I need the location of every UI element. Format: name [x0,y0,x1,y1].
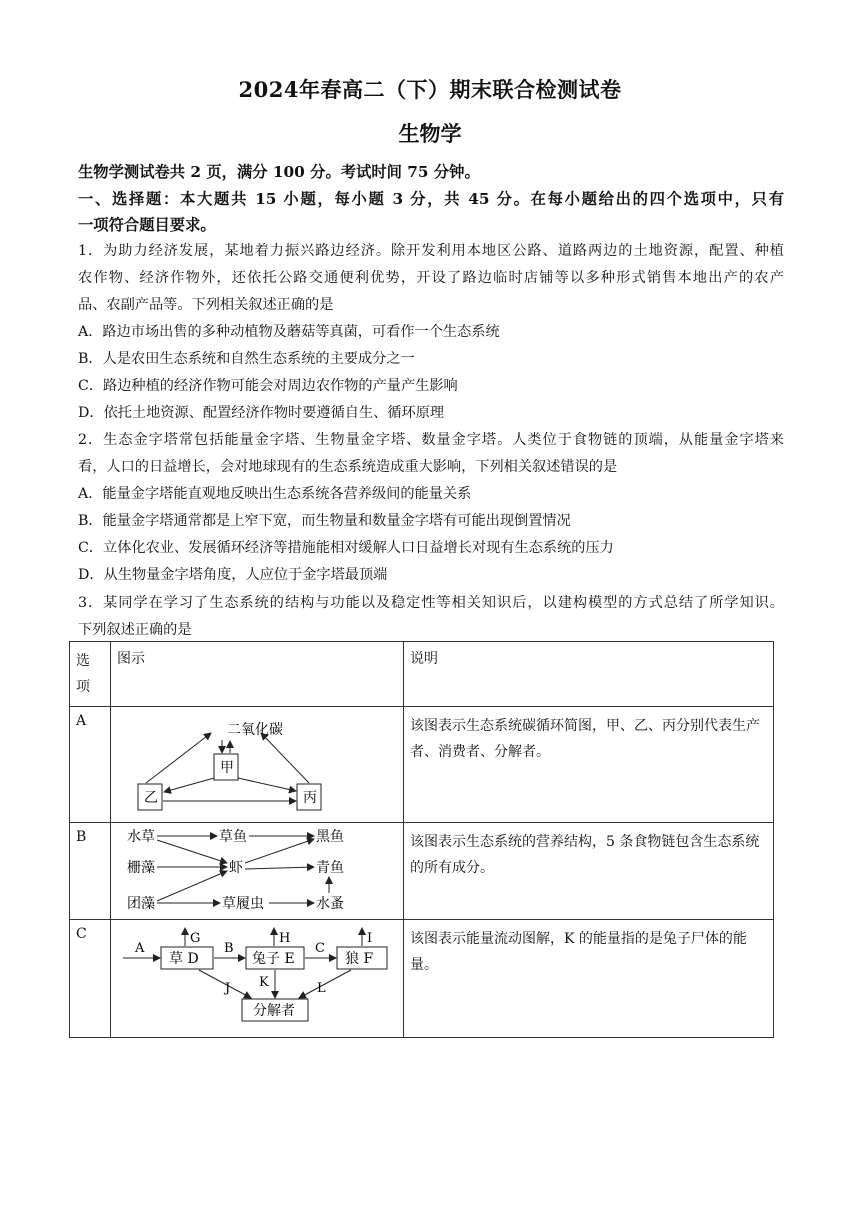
arrow-yi-to-co2 [146,733,211,783]
exam-title: 2024年春高二（下）期末联合检测试卷 [238,77,622,102]
q3-stem-line2: 下列叙述正确的是 [78,622,192,638]
table-row [70,707,774,823]
q3-table [69,641,774,1038]
shuicao-label: 水草 [127,829,155,845]
q3-stem-line1: 3．某同学在学习了生态系统的结构与功能以及稳定性等相关知识后，以建构模型的方式总结了所学知识。 [78,595,784,611]
q2-option-a: A．能量金字塔能直观地反映出生态系统各营养级间的能量关系 [78,486,472,502]
row-description: 该图表示生态系统的营养结构，5 条食物链包含生态系统的所有成分。 [404,823,774,920]
q2-option-c: C．立体化农业、发展循环经济等措施能相对缓解人口日益增长对现有生态系统的压力 [78,540,614,556]
table-row [70,823,774,920]
qingyu-label: 青鱼 [316,860,344,876]
arrow-shuicao-xia [157,840,227,863]
grass-label: 草 D [169,951,199,967]
arrow-xia-qingyu [245,867,314,869]
co2-label: 二氧化碳 [227,722,283,738]
table-row [70,920,774,1038]
label-b: B [224,941,234,956]
section-heading-line1: 一、选择题：本大题共 15 小题，每小题 3 分，共 45 分。在每小题给出的四个选项中，只有 [78,190,784,208]
arrow-bing-to-co2 [261,733,309,783]
row-option: A [70,707,111,823]
subject-title: 生物学 [398,121,462,146]
label-g: G [190,931,201,946]
arrow-jia-to-bing [238,778,296,791]
q1-option-d: D．依托土地资源、配置经济作物时要遵循自生、循环原理 [78,405,445,421]
caoyu-label: 草鱼 [219,829,247,845]
q2-option-d: D．从生物量金字塔角度，人应位于金字塔最顶端 [78,567,388,583]
yi-label: 乙 [144,790,158,806]
q1-stem-line1: 1．为助力经济发展，某地着力振兴路边经济。除开发利用本地区公路、道路两边的土地资源，配置、种植 [78,243,784,259]
header-option-char1: 选 [76,653,90,669]
energy-flow-svg [111,920,403,1033]
rabbit-label: 兔子 E [252,951,295,967]
q2-stem-line1: 2．生态金字塔常包括能量金字塔、生物量金字塔、数量金字塔。人类位于食物链的顶端，从能量金字塔来 [78,432,784,448]
shanzao-label: 栅藻 [127,860,155,876]
q1-option-c: C．路边种植的经济作物可能会对周边农作物的产量产生影响 [78,378,458,394]
label-a: A [135,941,145,956]
header-figure: 图示 [111,642,404,707]
arrow-xia-heiyu [245,839,314,863]
header-option-char2: 项 [76,679,90,695]
energy-flow-diagram [111,920,404,1038]
arrow-tuanzao-xia [157,871,227,901]
label-k: K [259,975,269,990]
q1-stem-line3: 品、农副产品等。下列相关叙述正确的是 [78,297,334,313]
bing-label: 丙 [303,790,317,806]
label-l: L [317,981,326,996]
row-description: 该图表示生态系统碳循环简图，甲、乙、丙分别代表生产者、消费者、分解者。 [404,707,774,823]
food-web-diagram [111,823,404,920]
row-option: B [70,823,111,920]
table-header-row [70,642,774,707]
decomposer-label: 分解者 [253,1003,295,1019]
shuizao-label: 水蚤 [316,896,344,912]
header-option [70,642,111,707]
label-j: J [225,981,231,996]
carbon-cycle-svg [111,707,403,818]
header-description: 说明 [404,642,774,707]
row-description: 该图表示能量流动图解，K 的能量指的是兔子尸体的能量。 [404,920,774,1038]
q1-stem-line2: 农作物、经济作物外，还依托公路交通便利优势，开设了路边临时店铺等以多种形式销售本地出产的农产 [78,270,784,286]
arrow-jia-to-yi [164,778,214,792]
food-web-svg [111,823,403,915]
section-heading-line2: 一项符合题目要求。 [78,216,216,234]
label-h: H [279,931,291,946]
exam-info: 生物学测试卷共 2 页，满分 100 分。考试时间 75 分钟。 [78,163,480,181]
q2-option-b: B．能量金字塔通常都是上窄下宽，而生物量和数量金字塔有可能出现倒置情况 [78,513,571,529]
jia-label: 甲 [220,760,234,776]
q1-option-b: B．人是农田生态系统和自然生态系统的主要成分之一 [78,351,415,367]
q1-option-a: A．路边市场出售的多种动植物及蘑菇等真菌，可看作一个生态系统 [78,324,500,340]
carbon-cycle-diagram [111,707,404,823]
label-i: I [367,931,373,946]
xia-label: 虾 [229,860,243,876]
tuanzao-label: 团藻 [127,896,155,912]
q2-stem-line2: 看，人口的日益增长，会对地球现有的生态系统造成重大影响，下列相关叙述错误的是 [78,459,618,475]
label-c: C [315,941,325,956]
row-option: C [70,920,111,1038]
caolvchong-label: 草履虫 [222,896,264,912]
wolf-label: 狼 F [345,951,374,967]
heiyu-label: 黑鱼 [316,829,344,845]
